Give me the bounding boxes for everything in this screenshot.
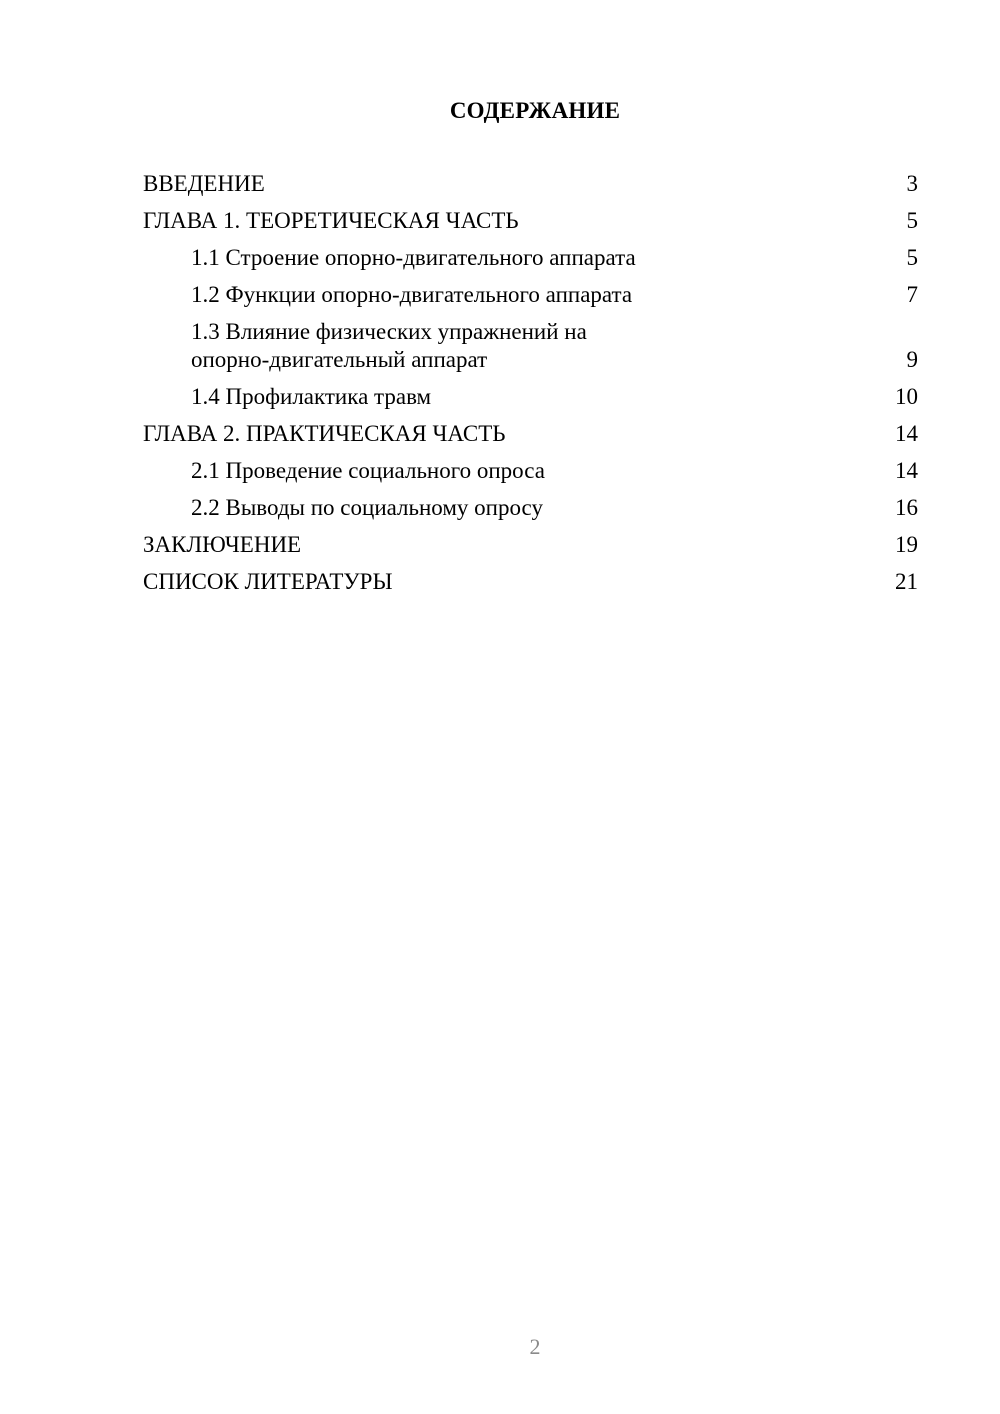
- page-number: 2: [529, 1334, 541, 1359]
- toc-entry-title-line: 2.2 Выводы по социальному опросу: [191, 495, 543, 520]
- toc-entry-title: [143, 318, 587, 374]
- toc-entry-section-1-1[interactable]: [143, 244, 918, 272]
- toc-entry-title-line: 1.1 Строение опорно-двигательного аппарата: [191, 245, 636, 270]
- toc-entry-title: [143, 568, 393, 596]
- toc-entry-chapter-2[interactable]: [143, 420, 918, 448]
- toc-entry-title: [143, 207, 519, 235]
- toc-entry-title: [143, 244, 636, 272]
- toc-entry-title: [143, 281, 632, 309]
- toc-entry-title-line: ЗАКЛЮЧЕНИЕ: [143, 532, 302, 557]
- toc-entry-page: 5: [906, 208, 918, 233]
- toc-entry-references[interactable]: [143, 568, 918, 596]
- toc-entry-page: 10: [895, 384, 918, 409]
- toc-entry-title-line: ВВЕДЕНИЕ: [143, 171, 265, 196]
- toc-entry-page: 19: [895, 532, 918, 557]
- toc-entry-section-1-4[interactable]: [143, 383, 918, 411]
- toc-entry-page: 5: [906, 245, 918, 270]
- toc-entry-page: 16: [895, 495, 918, 520]
- toc-entry-introduction[interactable]: [143, 170, 918, 198]
- toc-entry-page: 14: [895, 421, 918, 446]
- toc-entry-title: [143, 170, 265, 198]
- toc-entry-title: [143, 531, 301, 559]
- toc-entry-title-line: 1.3 Влияние физических упражнений на: [191, 319, 587, 344]
- toc-entry-section-1-2[interactable]: [143, 281, 918, 309]
- toc-entry-title: [143, 494, 543, 522]
- table-of-contents: [143, 170, 918, 605]
- page-title: СОДЕРЖАНИЕ: [449, 98, 621, 123]
- toc-entry-title-line: ГЛАВА 1. ТЕОРЕТИЧЕСКАЯ ЧАСТЬ: [143, 208, 519, 233]
- toc-entry-title-line: ГЛАВА 2. ПРАКТИЧЕСКАЯ ЧАСТЬ: [143, 421, 506, 446]
- toc-entry-title-line: 1.4 Профилактика травм: [191, 384, 432, 409]
- toc-entry-title: [143, 383, 431, 411]
- toc-entry-title-line: СПИСОК ЛИТЕРАТУРЫ: [143, 569, 393, 594]
- toc-entry-title: [143, 420, 506, 448]
- toc-entry-chapter-1[interactable]: [143, 207, 918, 235]
- toc-entry-page: 9: [906, 347, 918, 372]
- toc-entry-section-2-1[interactable]: [143, 457, 918, 485]
- toc-entry-page: 3: [906, 171, 918, 196]
- toc-entry-conclusion[interactable]: [143, 531, 918, 559]
- toc-entry-title-line: 1.2 Функции опорно-двигательного аппарата: [191, 282, 633, 307]
- toc-entry-page: 7: [906, 282, 918, 307]
- toc-entry-title-line: опорно-двигательный аппарат: [191, 347, 488, 372]
- toc-entry-page: 21: [895, 569, 918, 594]
- toc-entry-title: [143, 457, 545, 485]
- toc-entry-section-1-3[interactable]: [143, 318, 918, 374]
- toc-entry-title-line: 2.1 Проведение социального опроса: [191, 458, 545, 483]
- toc-entry-section-2-2[interactable]: [143, 494, 918, 522]
- toc-entry-page: 14: [895, 458, 918, 483]
